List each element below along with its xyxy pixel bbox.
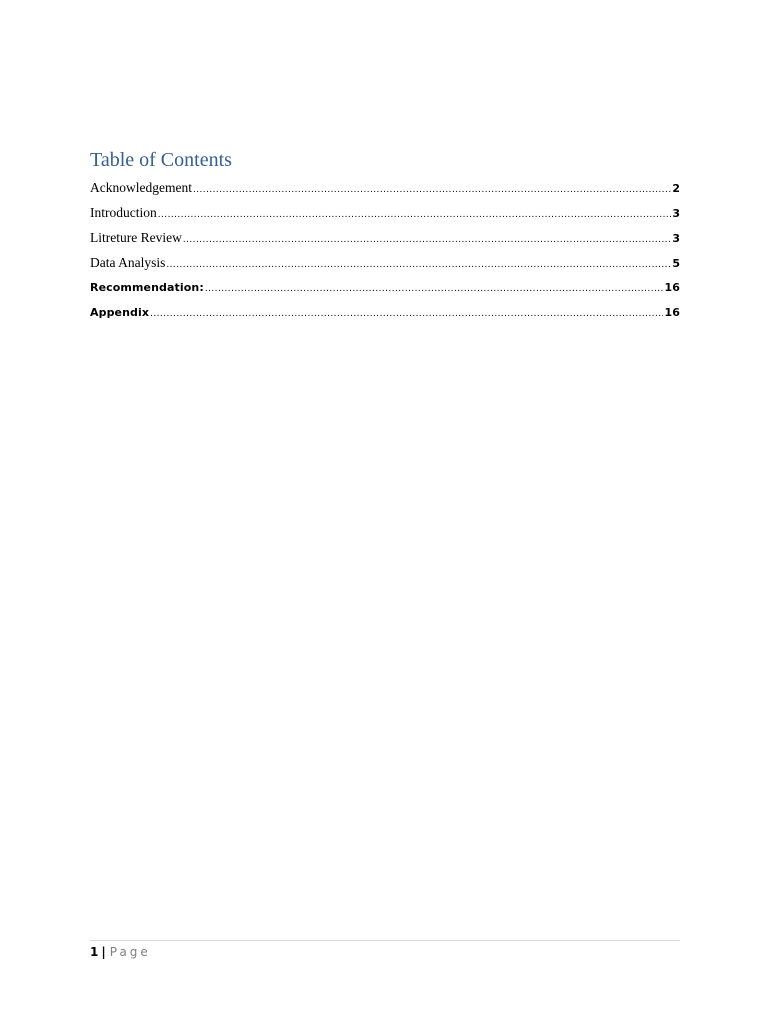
toc-dot-leader: [193, 177, 671, 200]
toc-entry-page: 2: [672, 182, 680, 195]
toc-entry-page: 5: [672, 257, 680, 270]
toc-entry-page: 16: [664, 306, 680, 319]
toc-dot-leader: [158, 202, 672, 225]
toc-entry-acknowledgement[interactable]: [90, 175, 680, 200]
page-footer: [90, 940, 680, 961]
toc-entry-introduction[interactable]: [90, 200, 680, 225]
toc-entry-page: 16: [664, 281, 680, 294]
toc-entry-label: Acknowledgement: [90, 180, 192, 195]
toc-entry-appendix[interactable]: [90, 300, 680, 325]
toc-entry-label: Litreture Review: [90, 230, 182, 245]
toc-dot-leader: [205, 276, 664, 300]
toc-entry-label: Introduction: [90, 205, 157, 220]
toc-dot-leader: [150, 301, 663, 325]
toc-entry-recommendation[interactable]: [90, 275, 680, 300]
toc-entry-page: 3: [672, 207, 680, 220]
footer-page-number: 1: [90, 945, 99, 959]
toc-title: Table of Contents: [90, 149, 232, 171]
footer-page-word: Page: [109, 945, 151, 959]
toc-dot-leader: [183, 227, 672, 250]
toc-entry-page: 3: [672, 232, 680, 245]
toc-entry-label: Data Analysis: [90, 255, 166, 270]
toc-entry-data-analysis[interactable]: [90, 250, 680, 275]
table-of-contents: [90, 147, 680, 325]
toc-entry-label: Appendix: [90, 306, 150, 319]
toc-entry-label: Recommendation:: [90, 281, 204, 294]
toc-entry-literature-review[interactable]: [90, 225, 680, 250]
toc-dot-leader: [166, 252, 671, 275]
footer-separator: |: [101, 945, 106, 959]
